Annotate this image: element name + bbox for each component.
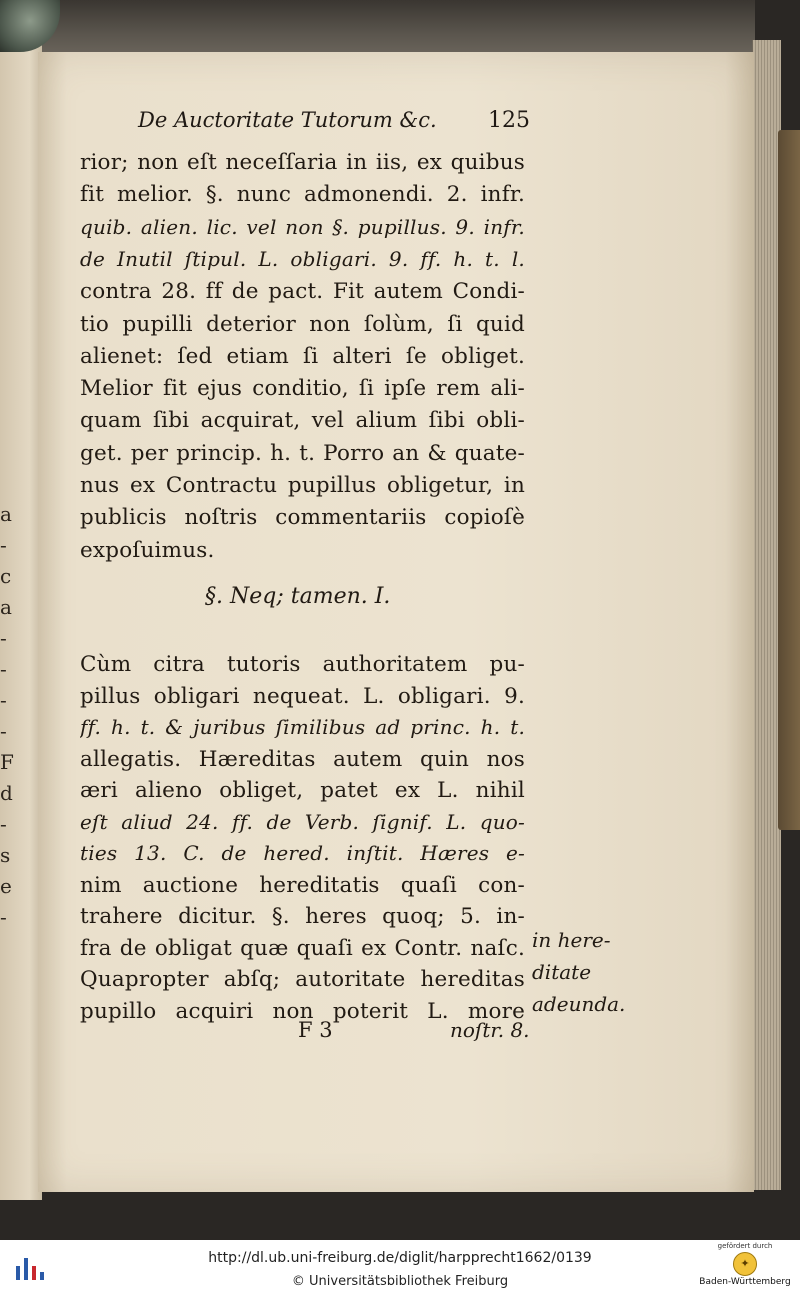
section-title: §. Neq; tamen. I.	[205, 584, 391, 609]
marginal-note-line: in here-	[532, 928, 611, 952]
text-line: tio pupilli deterior non ſolùm, ſi quid	[80, 311, 525, 337]
viewer-footer	[0, 1240, 800, 1297]
marginal-note-line: ditate	[532, 960, 592, 984]
text-line: publicis noſtris commentariis copioſè	[80, 505, 525, 531]
text-line: æri alieno obliget, patet ex L. nihil	[80, 778, 525, 803]
binding-tab	[778, 130, 800, 830]
text-line: pillus obligari nequeat. L. obligari. 9.	[80, 683, 525, 709]
prev-page-glyph: -	[0, 905, 7, 929]
text-line: ties 13. C. de hered. inſtit. Hæres e-	[80, 841, 525, 865]
text-line: pupillo acquiri non poterit L. more	[80, 998, 525, 1024]
text-line: fit melior. §. nunc admonendi. 2. infr.	[80, 182, 525, 208]
prev-page-glyph: e	[0, 874, 12, 898]
prev-page-glyph: -	[0, 626, 7, 650]
text-line: Melior fit ejus conditio, ſi ipſe rem ali-	[80, 376, 525, 402]
book-top-edge	[40, 0, 755, 58]
text-line: quam ſibi acquirat, vel alium ſibi obli-	[80, 408, 525, 434]
previous-page-strip	[0, 40, 42, 1200]
text-line: de Inutil ſtipul. L. obligari. 9. ff. h. t. l.	[80, 246, 525, 271]
text-line: rior; non eſt neceſſaria in iis, ex quibus	[80, 150, 525, 175]
text-line: eſt aliud 24. ff. de Verb. ſignif. L. quo-	[80, 809, 525, 834]
copyright-notice: © Universitätsbibliothek Freiburg	[291, 1274, 509, 1289]
text-line: contra 28. ff de pact. Fit autem Condi-	[80, 279, 525, 305]
sponsor-name: Baden-Württemberg	[699, 1277, 791, 1287]
prev-page-glyph: a	[0, 595, 12, 619]
catchword: noſtr. 8.	[450, 1018, 530, 1042]
prev-page-glyph: -	[0, 688, 7, 712]
prev-page-glyph: a	[0, 502, 12, 526]
prev-page-glyph: F	[0, 750, 14, 774]
text-line: trahere dicitur. §. heres quoq; 5. in-	[80, 904, 525, 929]
document-url[interactable]: http://dl.ub.uni-freiburg.de/diglit/harpprecht1662/0139	[208, 1250, 592, 1266]
text-line: quib. alien. lic. vel non §. pupillus. 9. infr.	[80, 214, 525, 239]
text-line: allegatis. Hæreditas autem quin nos	[80, 746, 525, 772]
page-number: 125	[488, 108, 530, 133]
crest-icon: ✦	[733, 1252, 757, 1276]
prev-page-glyph: d	[0, 781, 13, 805]
prev-page-glyph: s	[0, 843, 11, 867]
sponsor-label: gefördert durch	[717, 1242, 773, 1250]
text-line: ff. h. t. & juribus ſimilibus ad princ. h. t.	[80, 715, 525, 739]
text-line: expoſuimus.	[80, 537, 215, 563]
prev-page-glyph: c	[0, 564, 12, 588]
text-line: fra de obligat quæ quaſi ex Contr. naſc.	[80, 935, 525, 961]
text-line: get. per princip. h. t. Porro an & quate-	[80, 440, 525, 466]
marginal-note-line: adeunda.	[532, 992, 626, 1016]
sponsor-block	[693, 1242, 797, 1287]
text-line: alienet: ſed etiam ſi alteri ſe obliget.	[80, 343, 525, 369]
prev-page-glyph: -	[0, 719, 7, 743]
book-fore-edge	[752, 40, 781, 1190]
text-line: Cùm citra tutoris authoritatem pu-	[80, 652, 525, 677]
signature-mark: F 3	[298, 1018, 333, 1042]
text-line: nus ex Contractu pupillus obligetur, in	[80, 473, 525, 498]
prev-page-glyph: -	[0, 533, 7, 557]
text-line: Quapropter abſq; autoritate hereditas	[80, 967, 525, 992]
running-head: De Auctoritate Tutorum &c.	[138, 108, 437, 132]
prev-page-glyph: -	[0, 812, 7, 836]
text-line: nim auctione hereditatis quaſi con-	[80, 872, 525, 898]
prev-page-glyph: -	[0, 657, 7, 681]
